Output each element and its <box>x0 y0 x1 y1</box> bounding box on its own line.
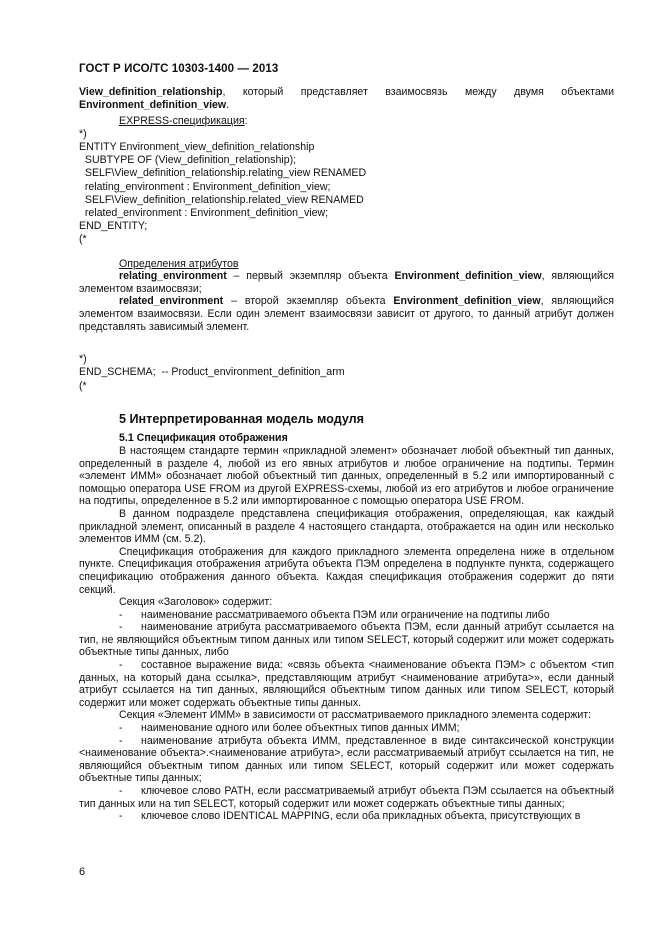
list-item <box>79 785 614 810</box>
attr-end: , являющийся элементом взаимосвязи; <box>79 270 614 295</box>
paragraph: Секция «Заголовок» содержит: <box>119 596 273 609</box>
paragraph: В настоящем стандарте термин «прикладной элемент» обозначает любой объектный тип данных, определенный в разделе 4, любой из его явных атрибутов и любое ограничение на подтипы. Термин «элемент ИММ» обозначает любой объектный тип данных, определенный в 5.2 или импортированный с помощью оператора USE FROM из другой EXPRESS-схемы, любой из его атрибутов и любое ограничение на подтипы, определенное в 5.2 или импортированное с помощью оператора USE FROM. <box>79 444 614 508</box>
subsection-5-1-title: 5.1 Спецификация отображения <box>119 432 288 445</box>
code-line: END_ENTITY; <box>79 220 148 233</box>
list-item-text: ключевое слово PATH, если рассматриваемый атрибут объекта ПЭМ ссылается на объектный тип данных или на тип SELECT, который содержит или может содержать объектные типы данных; <box>79 785 614 810</box>
code-line: ENTITY Environment_view_definition_relationship <box>79 140 315 153</box>
code-line: (* <box>79 379 87 392</box>
section-5-title: 5 Интерпретированная модель модуля <box>119 411 365 426</box>
paragraph: В данном подразделе представлена спецификация отображения, определяющая, как каждый прикладной элемент, описанный в разделе 4 настоящего стандарта, отображается на один или несколько элементов ИММ (см. 5.2). <box>79 507 614 546</box>
attribute-relating-environment <box>79 270 614 295</box>
express-label-text: EXPRESS-спецификация <box>119 115 245 128</box>
code-line: SUBTYPE OF (View_definition_relationship); <box>79 154 297 167</box>
intro-paragraph <box>79 86 614 111</box>
code-line: *) <box>79 353 87 366</box>
paragraph: Секция «Элемент ИММ» в зависимости от рассматриваемого прикладного элемента содержит: <box>119 709 592 722</box>
attr-name: related_environment <box>119 295 224 308</box>
list-item-text: наименование атрибута рассматриваемого объекта ПЭМ, если данный атрибут ссылается на тип, не являющийся объектным типом данных или типом SELECT, который содержит или может содержать объектные типы данных, либо <box>79 621 614 659</box>
code-line: END_SCHEMA; -- Product_environment_definition_arm <box>79 366 345 379</box>
dash-bullet: - <box>119 621 123 634</box>
dash-bullet: - <box>119 608 123 621</box>
dash-bullet: - <box>119 722 123 735</box>
code-line: relating_environment : Environment_definition_view; <box>79 180 331 193</box>
list-item <box>79 722 614 735</box>
express-spec-label <box>79 115 614 128</box>
intro-text: , который представляет взаимосвязь между двумя объектами <box>222 86 614 98</box>
attr-end: , являющийся элементом взаимосвязи. Если один элемент взаимосвязи зависит от другого, то данный атрибут должен представлять зависимый элемент. <box>79 295 614 333</box>
dash-bullet: - <box>119 810 123 823</box>
code-line: SELF\View_definition_relationship.related_view RENAMED <box>79 193 364 206</box>
list-item <box>79 735 614 785</box>
code-line: SELF\View_definition_relationship.relating_view RENAMED <box>79 167 367 180</box>
code-line: *) <box>79 127 87 140</box>
list-item <box>79 621 614 659</box>
list-item-text: наименование рассматриваемого объекта ПЭМ или ограничение на подтипы либо <box>141 608 550 621</box>
page-content <box>79 86 614 823</box>
list-item <box>79 810 614 823</box>
dash-bullet: - <box>119 785 123 797</box>
list-item-text: ключевое слово IDENTICAL MAPPING, если оба прикладных объекта, присутствующих в <box>141 810 581 823</box>
express-label-colon: : <box>244 115 248 128</box>
attr-object: Environment_definition_view <box>394 270 542 283</box>
page-number: 6 <box>79 866 86 878</box>
list-item <box>79 609 614 622</box>
express-code-block <box>79 128 614 247</box>
attribute-related-environment <box>79 295 614 333</box>
intro-end: . <box>226 98 230 111</box>
attr-object: Environment_definition_view <box>393 295 541 308</box>
code-line: related_environment : Environment_definition_view; <box>79 207 329 219</box>
term-view-definition-relationship: View_definition_relationship <box>79 86 223 98</box>
attrs-label-text: Определения атрибутов <box>119 257 239 270</box>
schema-end-block <box>79 353 614 393</box>
list-item <box>79 659 614 709</box>
dash-bullet: - <box>119 734 123 747</box>
paragraph: Спецификация отображения для каждого прикладного элемента определена ниже в отдельном пункте. Спецификация отображения атрибута объекта ПЭМ определена в подпункте пункта, содержащего спецификацию отображения данного объекта. Каждая спецификация отображения содержит до пяти секций. <box>79 545 614 596</box>
code-line: (* <box>79 233 87 246</box>
attr-text: – второй экземпляр объекта <box>223 295 394 308</box>
attribute-definitions-label <box>79 258 614 271</box>
dash-bullet: - <box>119 659 123 672</box>
list-item-text: составное выражение вида: «связь объекта <наименование объекта ПЭМ> с объектом <тип данных, на который дана ссылка>, представляющим атрибут <наименование атрибута>», если данный атрибут ссылается на тип данных, являющийся объектным типом данных или типом SELECT, который содержит или может содержать объектные типы данных. <box>79 659 614 709</box>
list-item-text: наименование атрибута объекта ИММ, представленное в виде синтаксической конструкции <наименование объекта>.<наименование атрибута>, если рассматриваемый атрибут ссылается на тип, не являющийся объектным типом данных или типом SELECT, который содержит или может содержать объектные типы данных; <box>79 734 614 785</box>
term-environment-definition-view: Environment_definition_view <box>79 98 227 111</box>
list-item-text: наименование одного или более объектных типов данных ИММ; <box>141 722 460 735</box>
standard-header: ГОСТ Р ИСО/ТС 10303-1400 — 2013 <box>79 63 279 75</box>
attr-name: relating_environment <box>119 270 227 283</box>
attr-text: – первый экземпляр объекта <box>226 270 395 283</box>
